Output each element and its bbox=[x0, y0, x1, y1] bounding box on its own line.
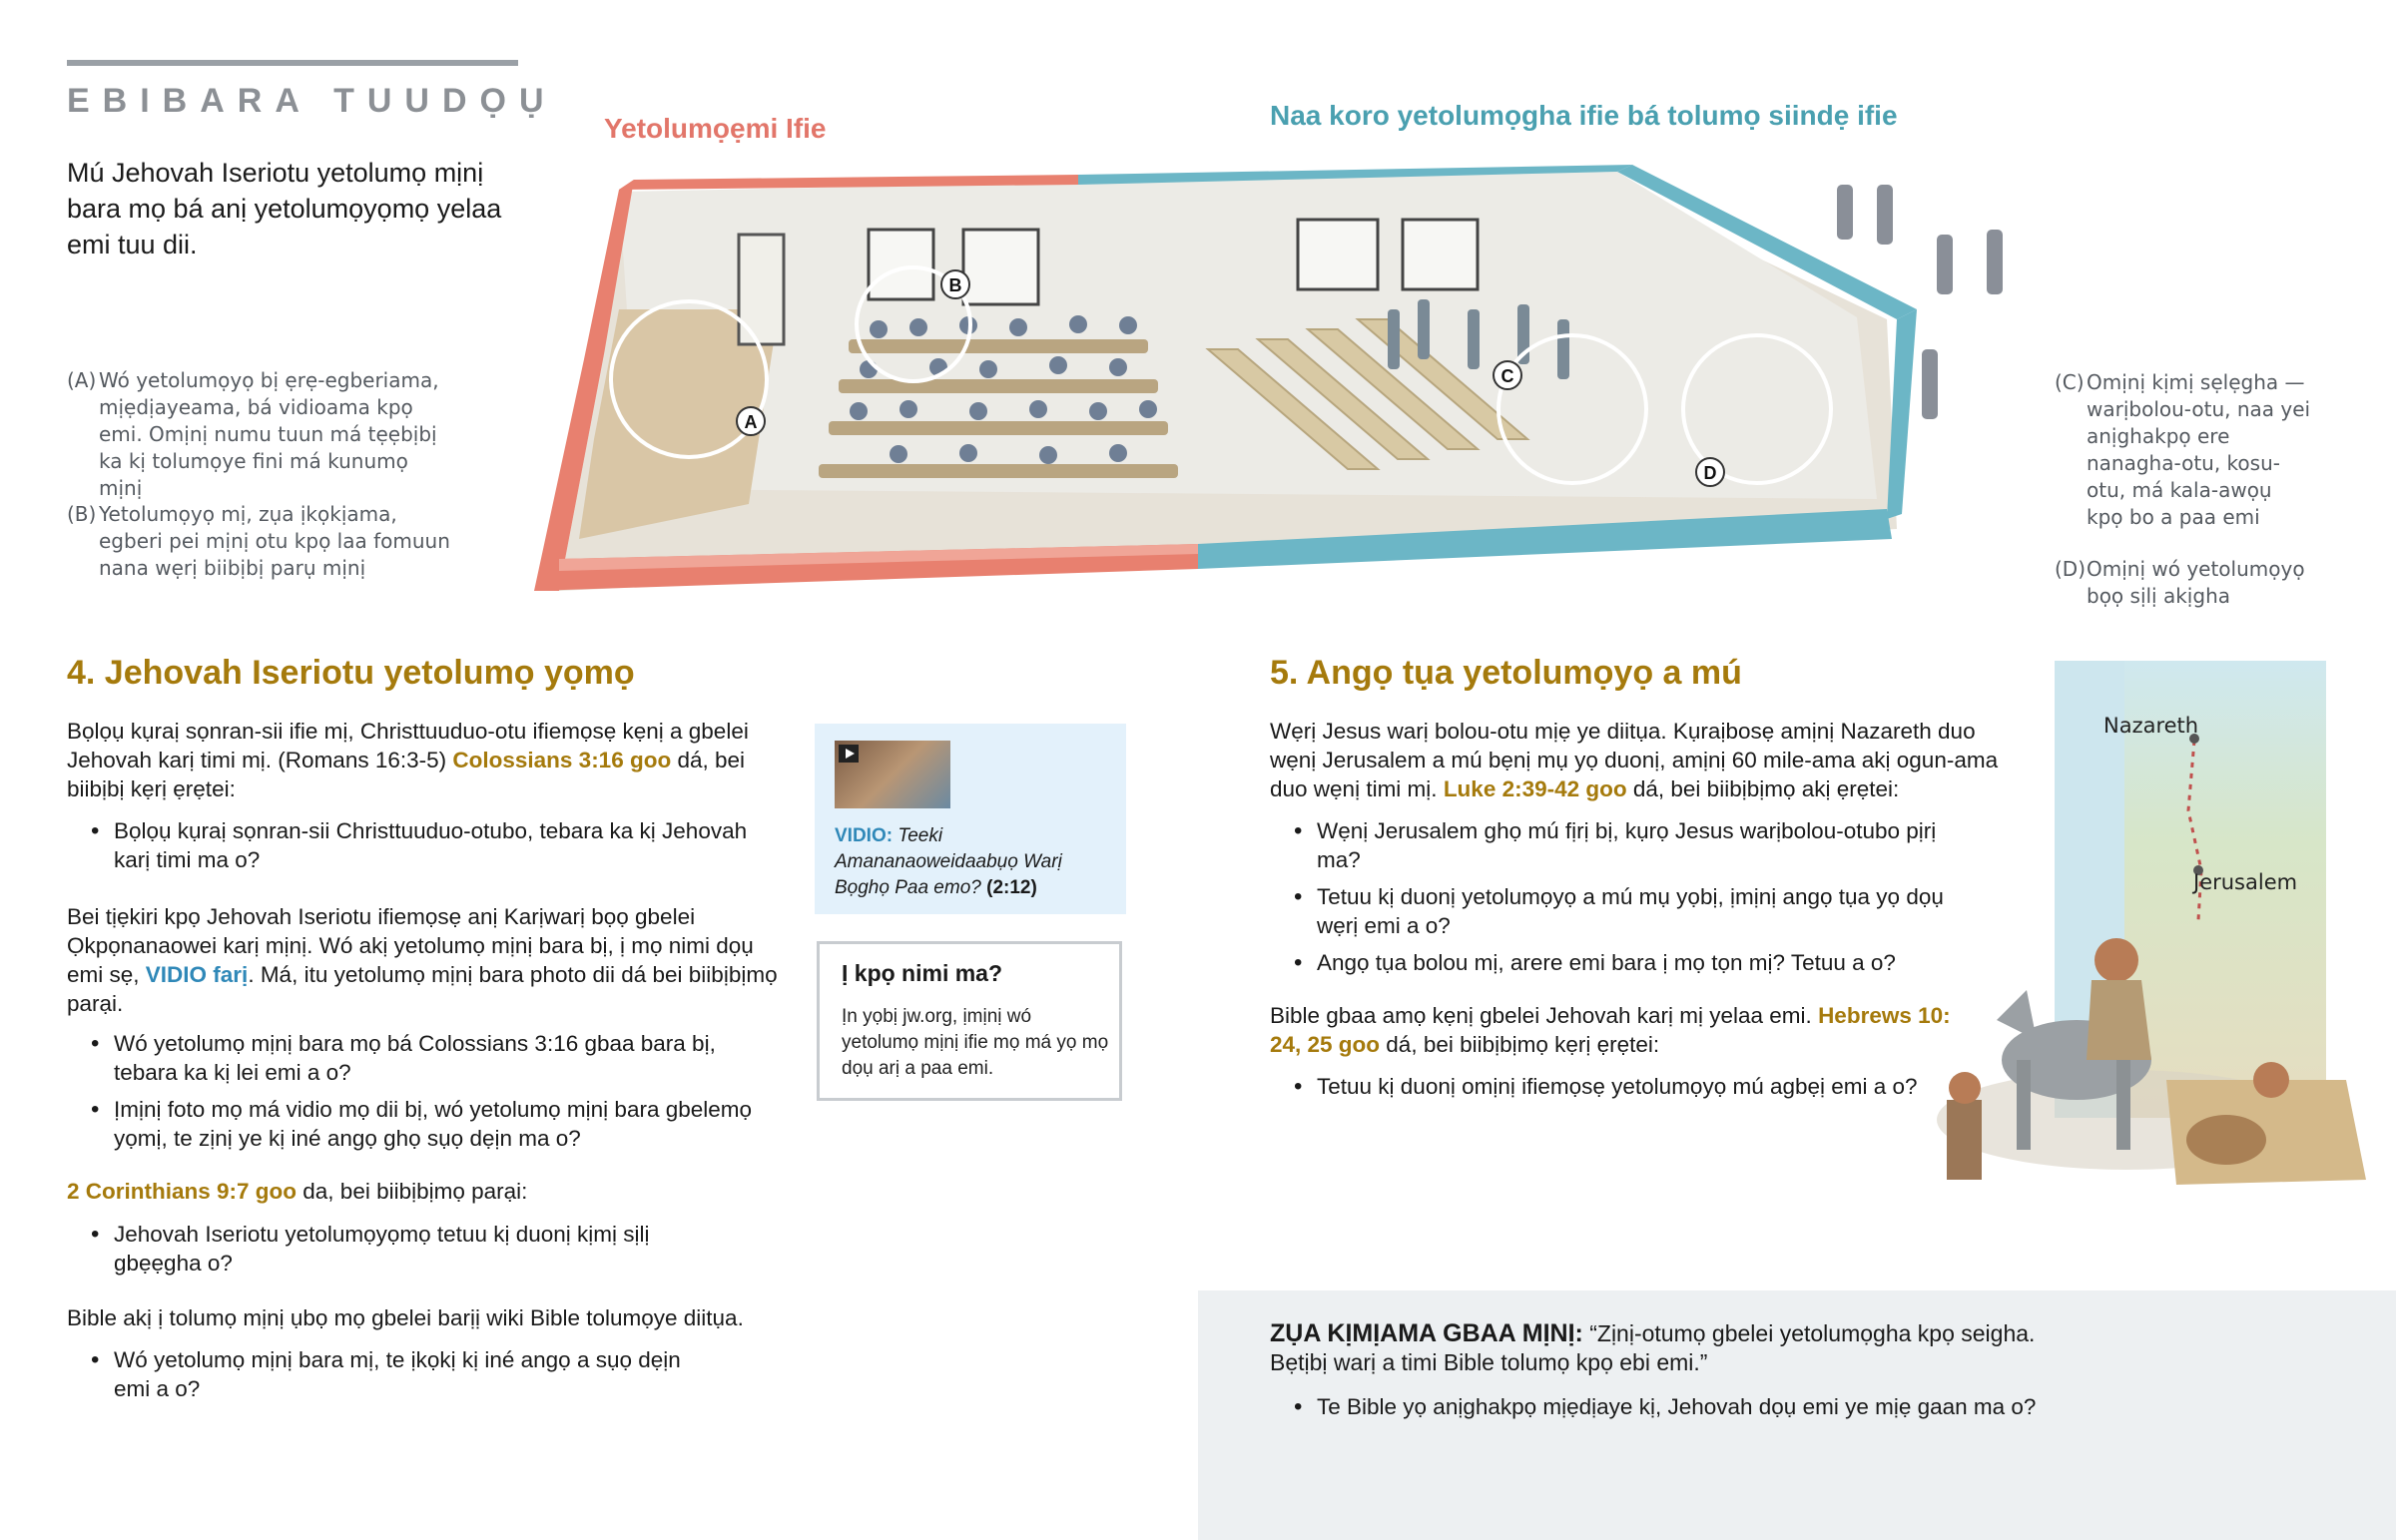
summary-heading: ZỤA KỊMỊAMA GBAA MỊNỊ: bbox=[1270, 1319, 1583, 1347]
video-label: VIDIO: bbox=[835, 825, 894, 846]
header-rule bbox=[67, 60, 518, 66]
video-box[interactable] bbox=[815, 724, 1126, 914]
s5-p1-tail: dá, bei biibịbịmọ akị ẹrẹtei: bbox=[1626, 776, 1900, 801]
video-title[interactable]: Teeki Amananaoweidaabụọ Warị Bọghọ Paa emo? bbox=[835, 825, 1062, 898]
map-label-nazareth: Nazareth bbox=[2103, 714, 2199, 738]
caption-c bbox=[2055, 369, 2314, 531]
s4-scripture-colossians[interactable]: Colossians 3:16 goo bbox=[452, 748, 672, 772]
label-lobby: Naa koro yetolumọgha ifie bá tolumọ siindẹ ifie bbox=[1270, 100, 1898, 131]
caption-b-label: (B) bbox=[67, 502, 97, 526]
caption-a-text: Wó yetolumọyọ bị ẹrẹ-egberiama, mịẹdịayeama, bá vidioama kpọ emi. Omịnị numu tuun má tẹẹbịbị ka kị tolumọye fini má kunumọ mịnị bbox=[99, 368, 439, 500]
list-item: • Wẹnị Jerusalem ghọ mú fịrị bị, kụrọ Jesus warịbolou-otubo pịrị ma? bbox=[1270, 816, 1969, 874]
marker-b: B bbox=[948, 275, 962, 295]
s4-p2-text: Bei tịẹkiri kpọ Jehovah Iseriotu ifiemọsẹ anị Karịwarị bọọ gbelei Ọkpọnanaowei karị mịnị. Wó akị yetolumọ mịnị bara bị, ị mọ nimi dọụ emi sẹ, bbox=[67, 904, 754, 987]
marker-c: C bbox=[1500, 366, 1514, 386]
s4-scripture-corinthians[interactable]: 2 Corinthians 9:7 goo bbox=[67, 1179, 298, 1204]
marker-a: A bbox=[744, 412, 758, 432]
list-item: • Te Bible yọ anịghakpọ mịẹdịaye kị, Jehovah dọụ emi ye mịẹ gaan ma o? bbox=[1270, 1392, 2168, 1421]
summary-text bbox=[1270, 1319, 2089, 1377]
s4-p1-text: Bọlọụ kụraị sọnran-sii ifie mị, Christtuuduo-otu ifiemọsẹ kẹnị a gbelei Jehovah karị timi mị. (Romans 16:3-5) bbox=[67, 719, 749, 772]
s4-p3-tail: da, bei biibịbịmọ parại: bbox=[297, 1179, 528, 1204]
s5-scripture-hebrews[interactable]: Hebrews 10: 24, 25 goo bbox=[1270, 1003, 1951, 1057]
section5-heading: 5. Angọ tụa yetolumọyọ a mú bbox=[1270, 654, 1742, 692]
list-item: • Jehovah Iseriotu yetolumọyọmọ tetuu kị duonị kịmị sịlị gbẹẹgha o? bbox=[67, 1220, 716, 1278]
section4-paragraph3 bbox=[67, 1177, 781, 1206]
s4-p1-tail: dá, bei biibịbị kẹrị ẹrẹtei: bbox=[67, 748, 746, 801]
section4-paragraph1 bbox=[67, 717, 781, 803]
caption-c-label: (C) bbox=[2055, 370, 2085, 394]
caption-c-text: Omịnị kịmị sẹlẹgha —warịbolou-otu, naa yei anịghakpọ ere nanagha-otu, kosu-otu, má kala-awọụ kpọ bo a paa emi bbox=[2087, 370, 2311, 529]
section4-paragraph4: Bible akị ị tolumọ mịnị ụbọ mọ gbelei barịị wiki Bible tolumọye diitụa. bbox=[67, 1305, 744, 1330]
list-item: • Wó yetolumọ mịnị bara mọ bá Colossians 3:16 gbaa bara bị, tebara ka kị lei emi a o? bbox=[67, 1029, 766, 1087]
did-you-know-box bbox=[817, 941, 1122, 1101]
section4-questions-2 bbox=[67, 1029, 766, 1161]
caption-d bbox=[2055, 556, 2314, 610]
label-main-hall: Yetolumọẹmi Ifie bbox=[604, 113, 827, 144]
kingdom-hall-illustration bbox=[519, 160, 2037, 609]
caption-d-label: (D) bbox=[2055, 557, 2087, 581]
summary-questions bbox=[1270, 1392, 2168, 1429]
caption-b bbox=[67, 501, 466, 582]
s5-p2-text: Bible gbaa amọ kẹnị gbelei Jehovah karị mị yelaa emi. bbox=[1270, 1003, 1819, 1028]
section4-questions-1 bbox=[67, 816, 786, 882]
note-body: Ịn yọbị jw.org, ịmịnị wó yetolumọ mịnị ifie mọ má yọ mọ dọụ arị a paa emi. bbox=[842, 1006, 1109, 1079]
s5-p1-text: Wẹrị Jesus warị bolou-otu mịẹ ye diitụa. Kụraịbosẹ amịnị Nazareth duo wẹnị Jerusalem a mú bẹnị mụ yọ duonị, amịnị 60 mile-ama akị ogun-ama duo wẹnị timi mị. bbox=[1270, 719, 1999, 801]
section4-questions-3 bbox=[67, 1220, 716, 1285]
s4-p2-tail: . Má, itu yetolumọ mịnị bara photo dii dá bei biibịbịmọ parại. bbox=[67, 962, 778, 1016]
video-thumbnail[interactable] bbox=[835, 741, 950, 808]
list-item: • Angọ tụa bolou mị, arere emi bara ị mọ tọn mị? Tetuu a o? bbox=[1270, 948, 1969, 977]
video-duration: (2:12) bbox=[986, 877, 1037, 898]
list-item: • Tetuu kị duonị yetolumọyọ a mú mụ yọbị, ịmịnị angọ tụa yọ dọụ wẹrị emi a o? bbox=[1270, 882, 1969, 940]
list-item: • Ịmịnị foto mọ má vidio mọ dii bị, wó yetolumọ mịnị bara gbelemọ yọmị, te zịnị ye kị iné angọ ghọ sụọ dẹịn ma o? bbox=[67, 1095, 766, 1153]
section5-paragraph2 bbox=[1270, 1001, 1969, 1059]
list-item: • Tetuu kị duonị omịnị ifiemọsẹ yetolumọyọ mú agbẹị emi a o? bbox=[1270, 1072, 1969, 1101]
summary-quote: “Zịnị-otumọ gbelei yetolumọgha kpọ seigha. Bẹtịbị warị a timi Bible tolumọ kpọ ebi emi.” bbox=[1270, 1320, 2036, 1375]
s5-p2-tail: dá, bei biibịbịmọ kẹrị ẹrẹtei: bbox=[1380, 1032, 1660, 1057]
page-kicker: EBIBARA TUUDỌỤ bbox=[67, 82, 557, 120]
map-label-jerusalem: Jerusalem bbox=[2193, 870, 2298, 894]
section5-paragraph1 bbox=[1270, 717, 2009, 803]
section4-questions-4 bbox=[67, 1345, 716, 1411]
caption-a bbox=[67, 367, 446, 502]
intro-text: Mú Jehovah Iseriotu yetolumọ mịnị bara mọ bá anị yetolumọyọmọ yelaa emi tuu dii. bbox=[67, 158, 502, 259]
video-link[interactable]: VIDIO farị bbox=[145, 962, 249, 987]
s5-scripture-luke[interactable]: Luke 2:39-42 goo bbox=[1443, 776, 1627, 801]
section5-questions-1 bbox=[1270, 816, 1969, 985]
caption-d-text: Omịnị wó yetolumọyọ bọọ sịlị akịgha bbox=[2087, 557, 2305, 608]
section4-heading: 4. Jehovah Iseriotu yetolumọ yọmọ bbox=[67, 654, 635, 692]
list-item: • Bọlọụ kụraị sọnran-sii Christtuuduo-otubo, tebara ka kị Jehovah karị timi ma o? bbox=[67, 816, 786, 874]
caption-a-label: (A) bbox=[67, 368, 97, 392]
list-item: • Wó yetolumọ mịnị bara mị, te ịkọkị kị iné angọ a sụọ dẹịn emi a o? bbox=[67, 1345, 716, 1403]
marker-d: D bbox=[1703, 463, 1717, 483]
play-icon[interactable] bbox=[839, 745, 859, 763]
video-caption bbox=[835, 823, 1114, 901]
caption-b-text: Yetolumọyọ mị, zụa ịkọkịama, egberi pei mịnị otu kpọ laa fomuun nana wẹrị biibịbị parụ mịnị bbox=[99, 502, 450, 580]
note-title: Ị kpọ nimi ma? bbox=[842, 960, 1003, 986]
section5-questions-2 bbox=[1270, 1072, 1969, 1109]
section4-paragraph2 bbox=[67, 902, 781, 1018]
travel-illustration bbox=[1927, 661, 2376, 1240]
